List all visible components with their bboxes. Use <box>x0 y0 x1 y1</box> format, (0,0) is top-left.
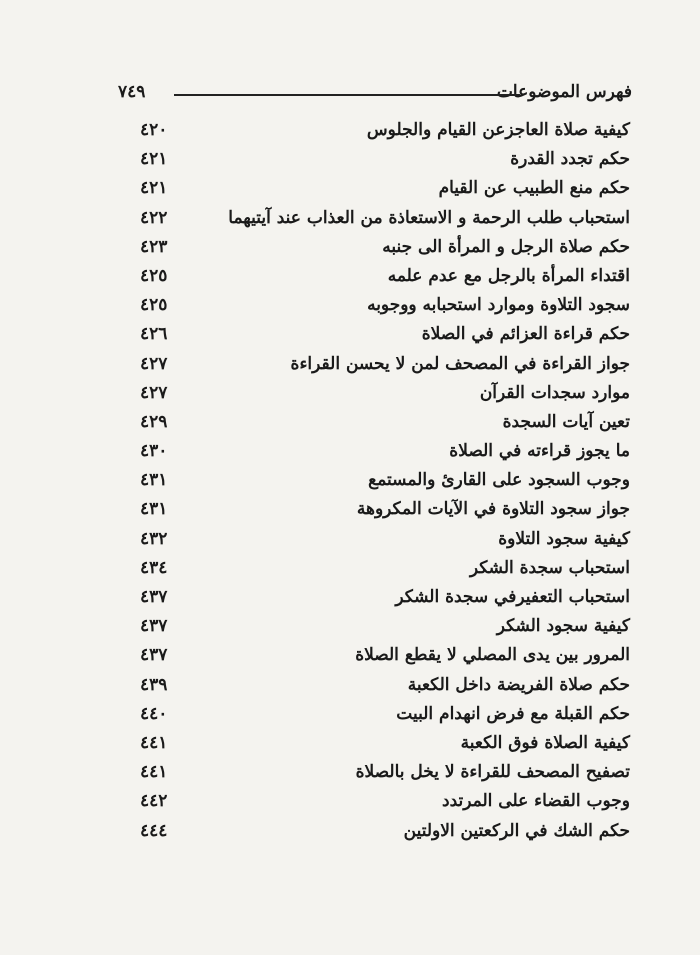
entry-page: ٤٤٢ <box>140 791 168 812</box>
entry-title: حكم القبلة مع فرض انهدام البيت <box>396 703 630 724</box>
toc-entry <box>140 702 630 731</box>
entry-title: جواز سجود التلاوة في الآيات المكروهة <box>356 499 630 520</box>
entry-title: استحباب التعفيرفي سجدة الشكر <box>395 587 630 607</box>
toc-entry <box>140 643 630 672</box>
entry-title: استحباب سجدة الشكر <box>469 557 630 578</box>
entry-title: حكم منع الطبيب عن القيام <box>438 178 630 199</box>
toc-entry <box>140 439 630 468</box>
entry-title: كيفية سجود الشكر <box>496 616 630 637</box>
entry-page: ٤٢٣ <box>140 236 168 257</box>
toc-entry <box>140 322 630 351</box>
entry-page: ٤٢٠ <box>140 120 168 140</box>
entry-page: ٤٢٥ <box>140 265 168 286</box>
entry-page: ٤٣٩ <box>140 674 168 695</box>
entry-title: سجود التلاوة وموارد استحبابه ووجوبه <box>367 295 630 316</box>
entry-page: ٤٤٠ <box>140 703 168 724</box>
entry-title: كيفية سجود التلاوة <box>498 528 630 549</box>
entry-page: ٤٢٧ <box>140 382 168 403</box>
toc-entry <box>140 585 630 614</box>
entry-page: ٤٣٧ <box>140 645 168 666</box>
entry-title: وجوب القضاء على المرتدد <box>442 791 630 812</box>
toc-entry <box>140 614 630 643</box>
entry-title: وجوب السجود على القارئ والمستمع <box>368 470 630 491</box>
entry-page: ٤٢٦ <box>140 324 168 345</box>
entry-page: ٤٢٥ <box>140 295 168 316</box>
entry-title: حكم الشك في الركعتين الاولتين <box>403 820 630 841</box>
toc-entry <box>140 118 630 147</box>
entry-page: ٤٣١ <box>140 470 168 491</box>
toc-entry <box>140 497 630 526</box>
entry-page: ٤٣٠ <box>140 441 168 462</box>
toc-entry <box>140 819 630 848</box>
toc-entry <box>140 731 630 760</box>
entry-title: حكم تجدد القدرة <box>510 149 630 170</box>
toc-entry <box>140 468 630 497</box>
entry-page: ٤٢١ <box>140 149 168 170</box>
entry-title: حكم صلاة الرجل و المرأة الى جنبه <box>382 236 630 257</box>
running-title: فهرس الموضوعات <box>496 82 632 102</box>
entry-title: موارد سجدات القرآن <box>479 382 630 403</box>
entry-page: ٤٤١ <box>140 732 168 753</box>
entry-page: ٤٢٧ <box>140 353 168 374</box>
entry-page: ٤٢٢ <box>140 207 168 228</box>
entry-title: اقتداء المرأة بالرجل مع عدم علمه <box>387 265 630 286</box>
entry-page: ٤٣٤ <box>140 557 168 578</box>
entry-title: تعين آيات السجدة <box>502 411 630 432</box>
toc-list <box>140 118 630 848</box>
entry-page: ٤٤٤ <box>140 820 168 841</box>
toc-entry <box>140 264 630 293</box>
entry-page: ٤٢٩ <box>140 411 168 432</box>
toc-entry <box>140 147 630 176</box>
entry-title: حكم قراءة العزائم في الصلاة <box>421 324 630 345</box>
entry-page: ٤٣٢ <box>140 528 168 549</box>
toc-entry <box>140 673 630 702</box>
toc-entry <box>140 789 630 818</box>
entry-page: ٤٤١ <box>140 762 168 783</box>
entry-page: ٤٢١ <box>140 178 168 199</box>
entry-page: ٤٣١ <box>140 499 168 520</box>
entry-title: تصفيح المصحف للقراءة لا يخل بالصلاة <box>355 762 630 783</box>
entry-title: حكم صلاة الفريضة داخل الكعبة <box>407 674 630 695</box>
toc-entry <box>140 381 630 410</box>
toc-entry <box>140 410 630 439</box>
header-rule <box>174 94 520 96</box>
entry-title: كيفية صلاة العاجزعن القيام والجلوس <box>366 120 630 140</box>
entry-page: ٤٣٧ <box>140 616 168 637</box>
toc-entry <box>140 556 630 585</box>
toc-entry <box>140 176 630 205</box>
toc-entry <box>140 527 630 556</box>
toc-entry <box>140 235 630 264</box>
entry-title: استحباب طلب الرحمة و الاستعاذة من العذاب عند آيتيهما <box>228 207 630 228</box>
entry-title: ما يجوز قراءته في الصلاة <box>449 441 630 462</box>
page-header <box>118 78 632 112</box>
toc-entry <box>140 760 630 789</box>
entry-title: المرور بين يدى المصلي لا يقطع الصلاة <box>355 645 630 666</box>
entry-title: كيفية الصلاة فوق الكعبة <box>460 732 630 753</box>
entry-page: ٤٣٧ <box>140 587 168 607</box>
entry-title: جواز القراءة في المصحف لمن لا يحسن القراءة <box>290 353 630 374</box>
page-number: ٧٤٩ <box>118 82 146 102</box>
toc-entry <box>140 293 630 322</box>
toc-entry <box>140 352 630 381</box>
toc-entry <box>140 206 630 235</box>
